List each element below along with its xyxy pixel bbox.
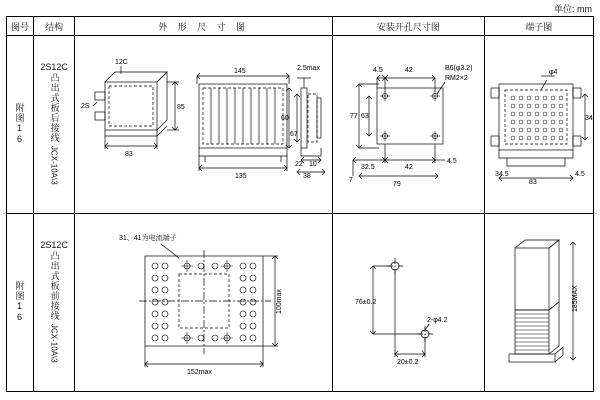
svg-text:4.5: 4.5 — [373, 67, 383, 74]
svg-text:38: 38 — [303, 173, 311, 180]
svg-text:42: 42 — [405, 164, 413, 171]
header-mounting: 安装开孔尺寸图 — [333, 17, 485, 36]
svg-text:4.5: 4.5 — [574, 171, 585, 178]
header-fig-no: 图号 — [7, 17, 34, 36]
row1-terminal-drawing — [484, 36, 593, 214]
table-row — [7, 214, 594, 392]
row2-fig-no — [7, 214, 34, 392]
svg-text:79: 79 — [393, 181, 401, 188]
row1-struct-code: 2S12C — [40, 62, 68, 73]
svg-text:83: 83 — [528, 179, 537, 186]
row2-struct-desc: 凸出式板前接线 — [49, 251, 60, 322]
svg-text:φ4: φ4 — [548, 69, 558, 76]
row2-struct-code: 2S12C — [40, 240, 68, 251]
table-header-row — [7, 17, 594, 36]
row2-struct-series: JCX-10A\3 — [49, 324, 59, 363]
svg-text:2-φ4.2: 2-φ4.2 — [427, 317, 448, 324]
svg-text:7: 7 — [349, 177, 353, 184]
row2-structure — [34, 214, 75, 392]
header-outline: 外 形 尺 寸 图 — [75, 17, 333, 36]
row1-fig-no — [7, 36, 34, 214]
svg-text:100max: 100max — [276, 289, 284, 314]
svg-text:145: 145 — [234, 68, 246, 75]
svg-text:2.5max: 2.5max — [297, 65, 321, 72]
dimension-table — [6, 16, 594, 392]
svg-text:4.5: 4.5 — [447, 158, 457, 165]
svg-text:B6(φ3.2): B6(φ3.2) — [445, 65, 473, 72]
row1-outline-drawing — [75, 36, 333, 214]
row2-fig-no-label: 附图16 — [14, 280, 25, 323]
svg-text:76±0.2: 76±0.2 — [355, 299, 377, 306]
svg-text:67: 67 — [290, 131, 298, 138]
row1-struct-desc: 凸出式板后接线 — [49, 73, 60, 144]
svg-text:135: 135 — [235, 173, 247, 180]
svg-text:85: 85 — [177, 104, 185, 111]
row1-structure — [34, 36, 75, 214]
row1-fig-no-label: 附图16 — [14, 102, 25, 145]
svg-text:32.5: 32.5 — [361, 164, 375, 171]
row2-outline-drawing — [75, 214, 333, 392]
svg-text:20±0.2: 20±0.2 — [397, 359, 419, 366]
svg-text:22: 22 — [295, 161, 303, 168]
row1-mounting-drawing — [333, 36, 485, 214]
header-structure: 结构 — [34, 17, 75, 36]
svg-text:31、41为电流端子: 31、41为电流端子 — [119, 235, 177, 242]
svg-text:185MAX: 185MAX — [571, 285, 579, 312]
svg-text:42: 42 — [405, 67, 413, 74]
svg-text:34.5: 34.5 — [494, 171, 509, 178]
svg-text:152max: 152max — [187, 369, 213, 376]
svg-text:83: 83 — [125, 151, 133, 158]
svg-text:77: 77 — [350, 113, 358, 120]
svg-text:63: 63 — [361, 113, 369, 120]
table-row — [7, 36, 594, 214]
svg-text:2S: 2S — [81, 103, 90, 110]
svg-text:60: 60 — [281, 115, 289, 122]
svg-text:RM2×2: RM2×2 — [445, 75, 468, 82]
unit-note: 单位: mm — [554, 4, 592, 14]
row1-struct-series: JCX-10A\3 — [49, 146, 59, 185]
row2-terminal-drawing — [484, 214, 593, 392]
svg-text:10: 10 — [309, 161, 317, 168]
svg-text:12C: 12C — [115, 59, 129, 66]
row2-mounting-drawing — [333, 214, 485, 392]
svg-text:34: 34 — [584, 115, 593, 122]
header-terminal: 端子图 — [484, 17, 593, 36]
